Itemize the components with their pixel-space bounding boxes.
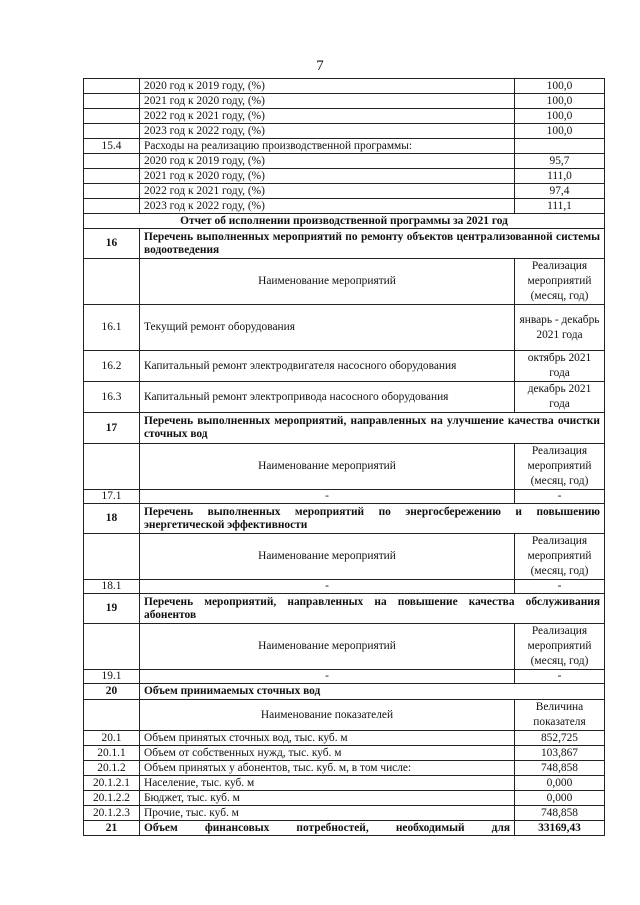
section-number: 21 — [84, 821, 140, 836]
table-row — [84, 305, 605, 351]
section-title: Перечень выполненных мероприятий по энергосбережению и повышению энергетической эффективности — [140, 504, 605, 534]
production-program-table — [83, 78, 605, 836]
table-row — [84, 806, 605, 821]
row-value: январь - декабрь 2021 года — [515, 305, 605, 351]
row-label: Капитальный ремонт электропривода насосного оборудования — [140, 382, 515, 413]
table-row — [84, 109, 605, 124]
row-number: 18.1 — [84, 580, 140, 594]
row-number — [84, 184, 140, 199]
section-header — [84, 594, 605, 624]
row-label: - — [140, 670, 515, 684]
row-number: 20.1.1 — [84, 746, 140, 761]
table-row — [84, 169, 605, 184]
row-label: 2021 год к 2020 году, (%) — [140, 169, 515, 184]
table-row — [84, 746, 605, 761]
row-number — [84, 124, 140, 139]
row-value: - — [515, 580, 605, 594]
row-number: 17.1 — [84, 490, 140, 504]
section-title: Перечень выполненных мероприятий, направленных на улучшение качества очистки сточных вод — [140, 413, 605, 444]
row-number: 20.1.2 — [84, 761, 140, 776]
row-label: Капитальный ремонт электродвигателя насосного оборудования — [140, 351, 515, 382]
page-number: 7 — [316, 58, 324, 74]
row-label: 2022 год к 2021 году, (%) — [140, 109, 515, 124]
row-label: Прочие, тыс. куб. м — [140, 806, 515, 821]
row-value: 95,7 — [515, 154, 605, 169]
column-header-row — [84, 624, 605, 670]
row-value: 0,000 — [515, 791, 605, 806]
section-header — [84, 413, 605, 444]
row-value: - — [515, 490, 605, 504]
row-number — [84, 79, 140, 94]
row-label: 2023 год к 2022 году, (%) — [140, 124, 515, 139]
row-label: Население, тыс. куб. м — [140, 776, 515, 791]
column-header-row — [84, 259, 605, 305]
row-label: Текущий ремонт оборудования — [140, 305, 515, 351]
row-number — [84, 154, 140, 169]
table-row — [84, 124, 605, 139]
table-row — [84, 490, 605, 504]
row-value: - — [515, 670, 605, 684]
table-row — [84, 580, 605, 594]
row-label: - — [140, 490, 515, 504]
row-value: 852,725 — [515, 731, 605, 746]
section-number: 20 — [84, 684, 140, 700]
row-number: 15.4 — [84, 139, 140, 154]
row-number: 16.3 — [84, 382, 140, 413]
row-label: 2020 год к 2019 году, (%) — [140, 154, 515, 169]
column-header-name: Наименование мероприятий — [140, 624, 515, 670]
table-row — [84, 351, 605, 382]
row-number: 16.2 — [84, 351, 140, 382]
row-label: - — [140, 580, 515, 594]
table-row — [84, 670, 605, 684]
row-label: Объем принятых у абонентов, тыс. куб. м, в том числе: — [140, 761, 515, 776]
section-header — [84, 684, 605, 700]
row-number — [84, 94, 140, 109]
row-value: 111,0 — [515, 169, 605, 184]
column-header-name: Наименование мероприятий — [140, 534, 515, 580]
column-header-value: Величина показателя — [515, 700, 605, 731]
table-row — [84, 731, 605, 746]
table-row — [84, 79, 605, 94]
section-header — [84, 504, 605, 534]
column-header-name: Наименование мероприятий — [140, 259, 515, 305]
table-row — [84, 184, 605, 199]
table-row — [84, 199, 605, 214]
row-value: 0,000 — [515, 776, 605, 791]
row-value: декабрь 2021 года — [515, 382, 605, 413]
row-number: 20.1.2.3 — [84, 806, 140, 821]
table-row — [84, 94, 605, 109]
row-label: 2020 год к 2019 году, (%) — [140, 79, 515, 94]
table-row — [84, 761, 605, 776]
row-label: 2023 год к 2022 году, (%) — [140, 199, 515, 214]
row-value: 97,4 — [515, 184, 605, 199]
section-number: 19 — [84, 594, 140, 624]
report-title: Отчет об исполнении производственной программы за 2021 год — [84, 214, 605, 229]
row-number — [84, 199, 140, 214]
row-number: 20.1 — [84, 731, 140, 746]
row-value: 111,1 — [515, 199, 605, 214]
column-header-name: Наименование показателей — [140, 700, 515, 731]
row-label: 2021 год к 2020 году, (%) — [140, 94, 515, 109]
column-header-row — [84, 534, 605, 580]
row-number: 20.1.2.2 — [84, 791, 140, 806]
row-value: 100,0 — [515, 124, 605, 139]
row-label: 2022 год к 2021 году, (%) — [140, 184, 515, 199]
table-row — [84, 382, 605, 413]
row-label: Объем принятых сточных вод, тыс. куб. м — [140, 731, 515, 746]
section-title: Объем финансовых потребностей, необходимый для — [140, 821, 515, 836]
column-header-implementation: Реализация мероприятий (месяц, год) — [515, 534, 605, 580]
column-header-name: Наименование мероприятий — [140, 444, 515, 490]
section-number: 16 — [84, 229, 140, 259]
row-label: Бюджет, тыс. куб. м — [140, 791, 515, 806]
section-header — [84, 821, 605, 836]
row-value: 100,0 — [515, 94, 605, 109]
table-row — [84, 154, 605, 169]
row-value: 748,858 — [515, 761, 605, 776]
section-number: 18 — [84, 504, 140, 534]
row-number — [84, 109, 140, 124]
row-value: 103,867 — [515, 746, 605, 761]
row-value: октябрь 2021 года — [515, 351, 605, 382]
section-title: Объем принимаемых сточных вод — [140, 684, 605, 700]
row-value — [515, 139, 605, 154]
row-value: 100,0 — [515, 79, 605, 94]
column-header-row — [84, 444, 605, 490]
column-header-implementation: Реализация мероприятий (месяц, год) — [515, 624, 605, 670]
column-header-implementation: Реализация мероприятий (месяц, год) — [515, 444, 605, 490]
row-value: 100,0 — [515, 109, 605, 124]
row-label: Расходы на реализацию производственной программы: — [140, 139, 515, 154]
row-number: 20.1.2.1 — [84, 776, 140, 791]
column-header-row — [84, 700, 605, 731]
row-number: 16.1 — [84, 305, 140, 351]
row-label: Объем от собственных нужд, тыс. куб. м — [140, 746, 515, 761]
section-value: 33169,43 — [515, 821, 605, 836]
row-value: 748,858 — [515, 806, 605, 821]
section-number: 17 — [84, 413, 140, 444]
report-title-row — [84, 214, 605, 229]
column-header-implementation: Реализация мероприятий (месяц, год) — [515, 259, 605, 305]
table-row — [84, 139, 605, 154]
table-row — [84, 791, 605, 806]
section-header — [84, 229, 605, 259]
row-number — [84, 169, 140, 184]
section-title: Перечень мероприятий, направленных на повышение качества обслуживания абонентов — [140, 594, 605, 624]
table-row — [84, 776, 605, 791]
section-title: Перечень выполненных мероприятий по ремонту объектов централизованной системы водоотведения — [140, 229, 605, 259]
row-number: 19.1 — [84, 670, 140, 684]
